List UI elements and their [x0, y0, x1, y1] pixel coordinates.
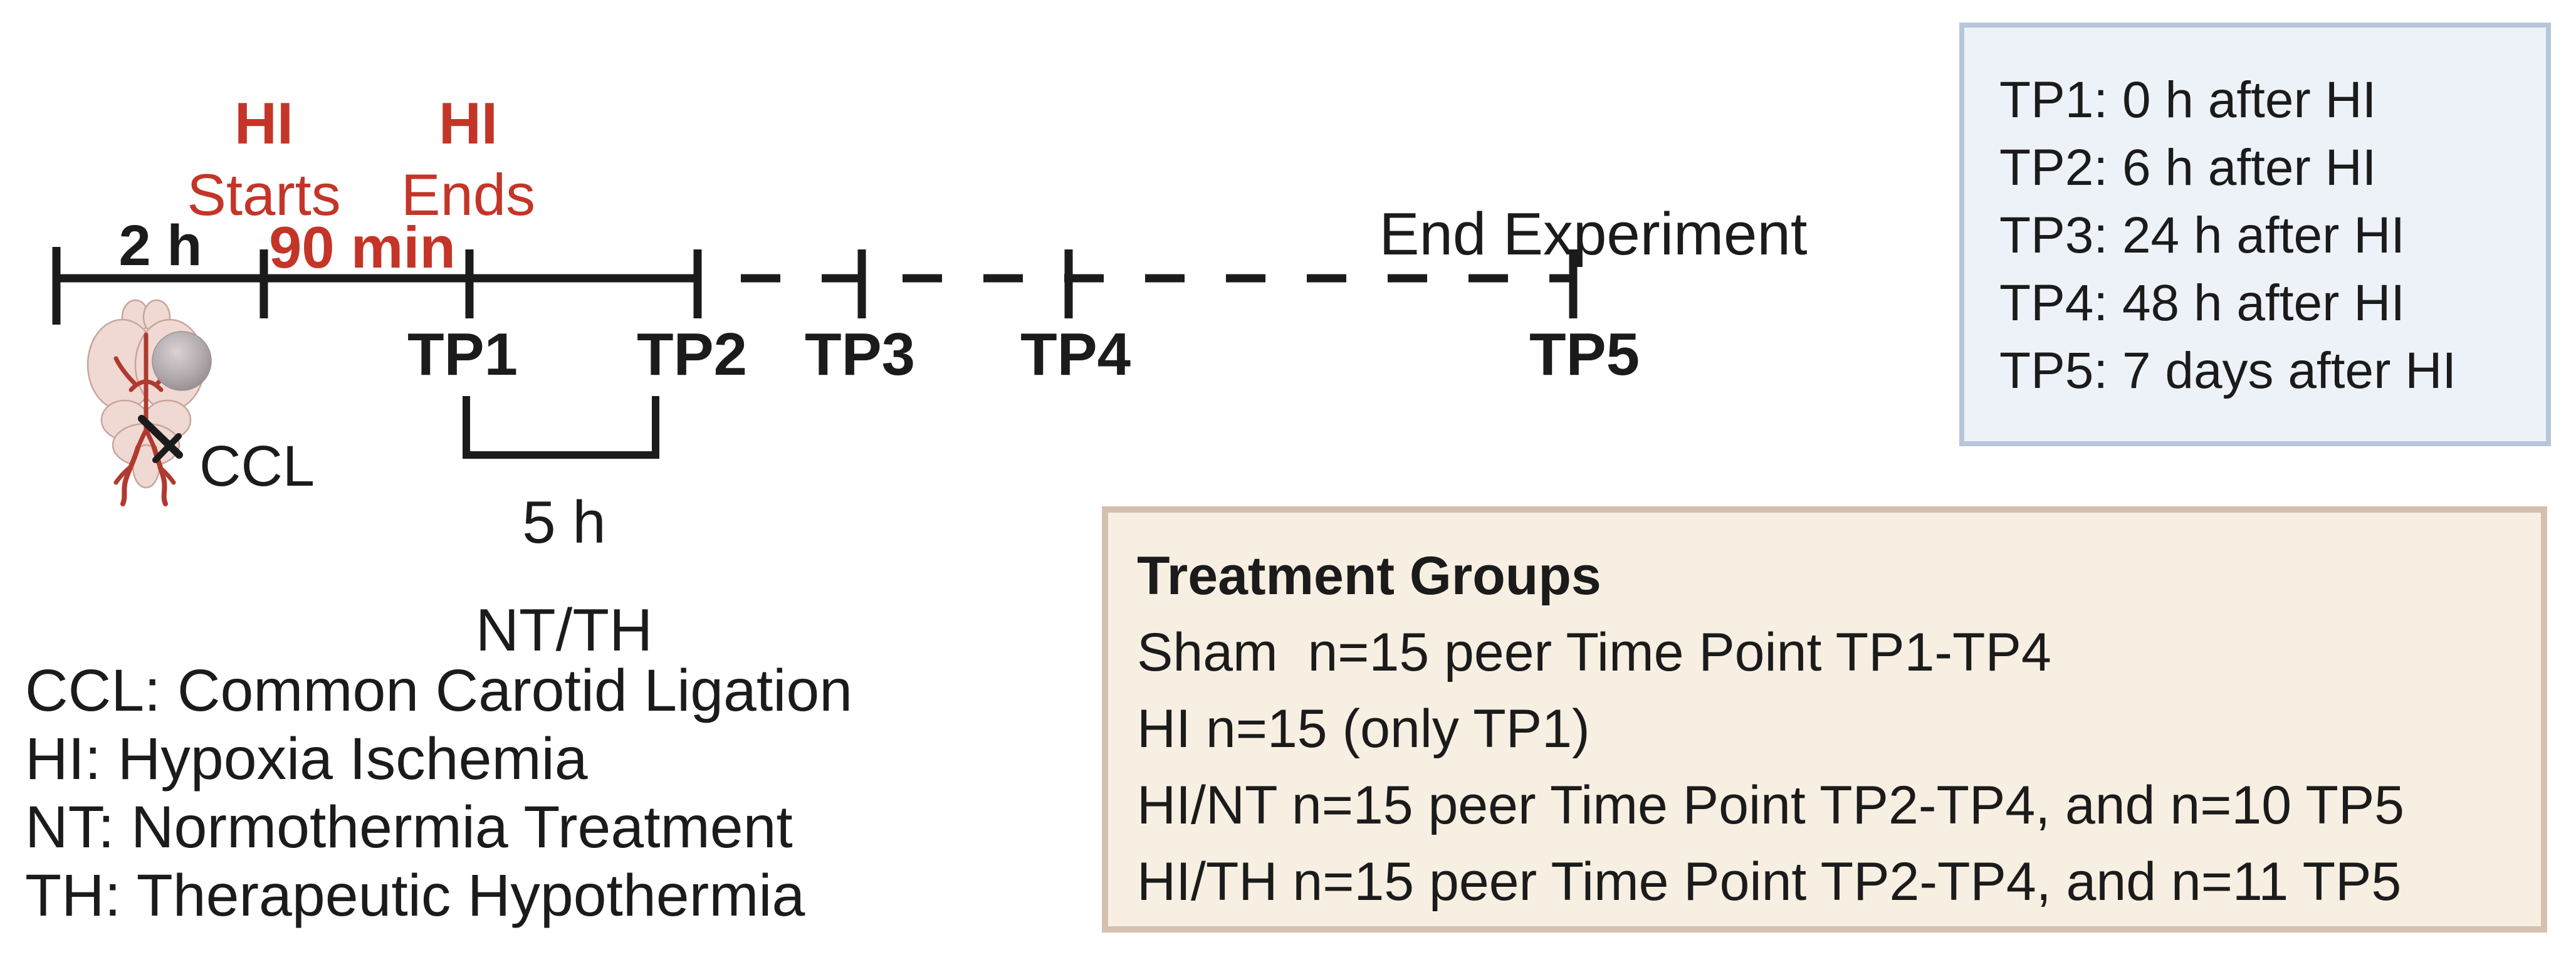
- legend-line-tp3: TP3: 24 h after HI: [1999, 207, 2406, 264]
- treatment-groups-title: Treatment Groups: [1137, 546, 1601, 606]
- duration-bracket: [466, 396, 656, 455]
- lesion-sphere: [152, 332, 211, 390]
- treatment-groups-box: [1102, 506, 2547, 933]
- timepoint-legend-box: [1959, 23, 2551, 446]
- end-experiment-label: End Experiment: [1379, 201, 1808, 268]
- hi-starts-label-line1: HI: [234, 90, 293, 156]
- legend-line-tp5: TP5: 7 days after HI: [1999, 342, 2457, 399]
- hi-starts-label-line2: Starts: [187, 162, 341, 227]
- legend-line-tp1: TP1: 0 h after HI: [1999, 71, 2377, 128]
- abbreviation-list: [25, 657, 852, 930]
- treatment-group-sham: Sham n=15 peer Time Point TP1-TP4: [1137, 622, 2051, 682]
- treatment-group-hi-nt: HI/NT n=15 peer Time Point TP2-TP4, and n=10 TP5: [1137, 775, 2405, 835]
- bracket-treatment-label: NT/TH: [475, 597, 653, 664]
- abbreviation-ccl: CCL: Common Carotid Ligation: [25, 657, 853, 724]
- treatment-group-hi-th: HI/TH n=15 peer Time Point TP2-TP4, and n=11 TP5: [1137, 852, 2402, 912]
- treatment-group-hi: HI n=15 (only TP1): [1137, 699, 1590, 759]
- bracket-duration-label: 5 h: [522, 489, 606, 556]
- hi-ends-label-line2: Ends: [401, 162, 536, 227]
- interval-90min-label: 90 min: [269, 214, 456, 280]
- abbreviation-hi: HI: Hypoxia Ischemia: [25, 726, 588, 792]
- legend-line-tp2: TP2: 6 h after HI: [1999, 139, 2377, 196]
- legend-line-tp4: TP4: 48 h after HI: [1999, 274, 2406, 332]
- timepoint-label-tp4: TP4: [1020, 321, 1131, 388]
- timepoint-label-tp2: TP2: [636, 321, 748, 388]
- timepoint-label-tp3: TP3: [804, 321, 916, 388]
- interval-2h-label: 2 h: [118, 214, 202, 278]
- abbreviation-nt: NT: Normothermia Treatment: [25, 794, 793, 860]
- timepoint-label-tp5: TP5: [1529, 321, 1640, 388]
- hi-ends-label-line1: HI: [439, 90, 498, 156]
- timepoint-label-tp1: TP1: [407, 321, 518, 388]
- ccl-label: CCL: [199, 434, 315, 498]
- abbreviation-th: TH: Therapeutic Hypothermia: [25, 862, 805, 929]
